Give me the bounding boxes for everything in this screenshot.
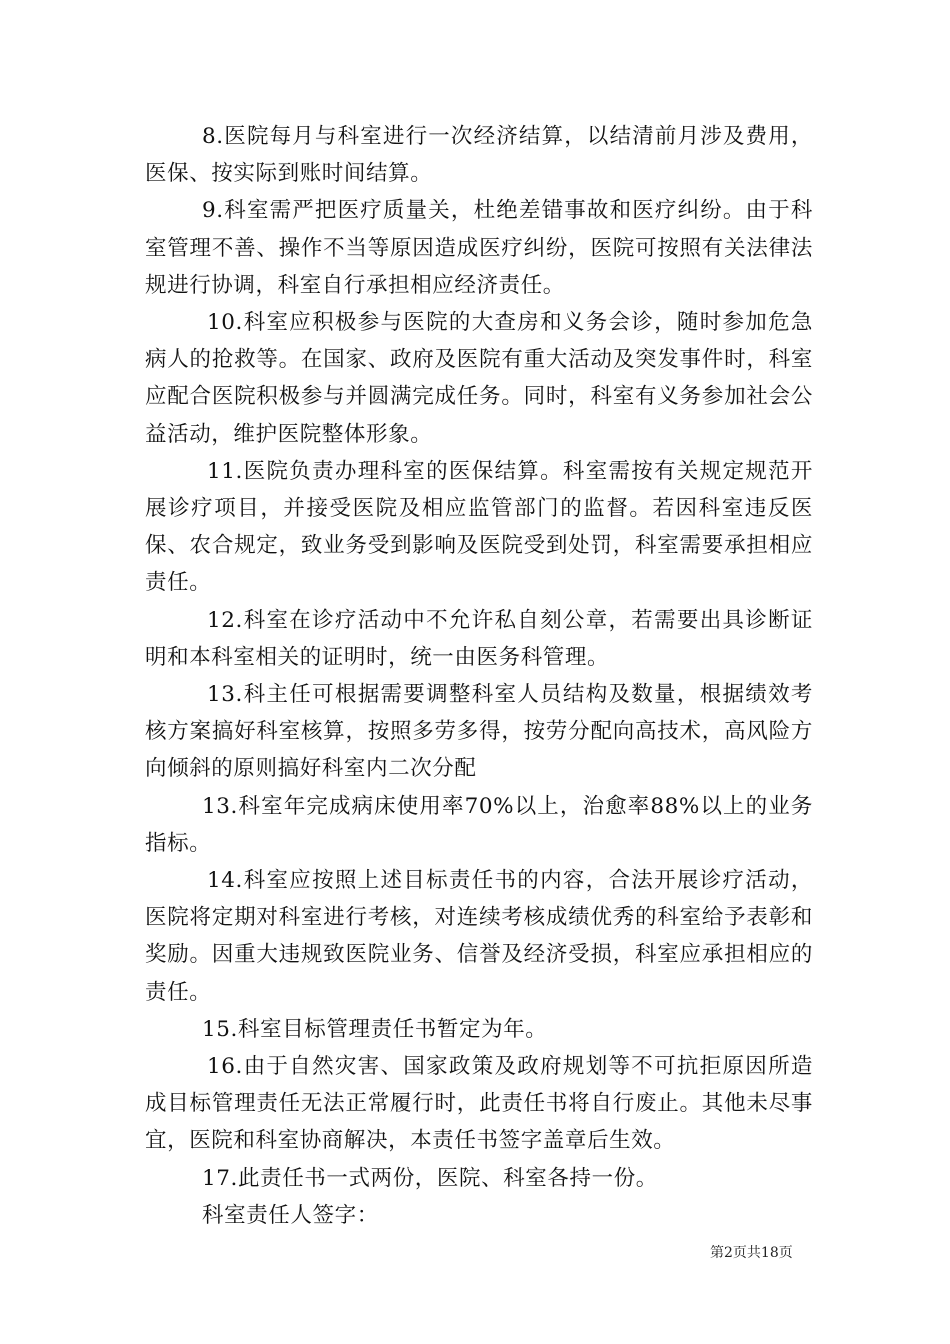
clause-10: 10.科室应积极参与医院的大查房和义务会诊，随时参加危急病人的抢救等。在国家、政府及医院有重大活动及突发事件时，科室应配合医院积极参与并圆满完成任务。同时，科室有义务参加社会公益活动，维护医院整体形象。 (145, 310, 813, 447)
clause-16: 16.由于自然灾害、国家政策及政府规划等不可抗拒原因所造成目标管理责任无法正常履行时，此责任书将自行废止。其他未尽事宜，医院和科室协商解决，本责任书签字盖章后生效。 (145, 1054, 813, 1154)
signature-line: 科室责任人签字： (202, 1202, 379, 1228)
clause-14: 14.科室应按照上述目标责任书的内容，合法开展诊疗活动，医院将定期对科室进行考核，对连续考核成绩优秀的科室给予表彰和奖励。因重大违规致医院业务、信誉及经济受损，科室应承担相应的责任。 (145, 868, 813, 1005)
clause-13-distribution: 13.科主任可根据需要调整科室人员结构及数量，根据绩效考核方案搞好科室核算，按照多劳多得，按劳分配向高技术，高风险方向倾斜的原则搞好科室内二次分配 (145, 682, 813, 782)
clause-13-targets: 13.科室年完成病床使用率70%以上，治愈率88%以上的业务指标。 (145, 793, 813, 856)
clause-11: 11.医院负责办理科室的医保结算。科室需按有关规定规范开展诊疗项目，并接受医院及相应监管部门的监督。若因科室违反医保、农合规定，致业务受到影响及医院受到处罚，科室需要承担相应责任。 (145, 458, 813, 596)
clause-17: 17.此责任书一式两份，医院、科室各持一份。 (202, 1165, 658, 1191)
document-body (145, 118, 813, 1234)
clause-8: 8.医院每月与科室进行一次经济结算，以结清前月涉及费用，医保、按实际到账时间结算。 (145, 124, 813, 187)
page-number: 第2页共18页 (710, 1245, 793, 1261)
clause-12: 12.科室在诊疗活动中不允许私自刻公章，若需要出具诊断证明和本科室相关的证明时，统一由医务科管理。 (145, 607, 813, 670)
clause-9: 9.科室需严把医疗质量关，杜绝差错事故和医疗纠纷。由于科室管理不善、操作不当等原因造成医疗纠纷，医院可按照有关法律法规进行协调，科室自行承担相应经济责任。 (145, 198, 813, 298)
clause-15: 15.科室目标管理责任书暂定为年。 (202, 1016, 548, 1042)
